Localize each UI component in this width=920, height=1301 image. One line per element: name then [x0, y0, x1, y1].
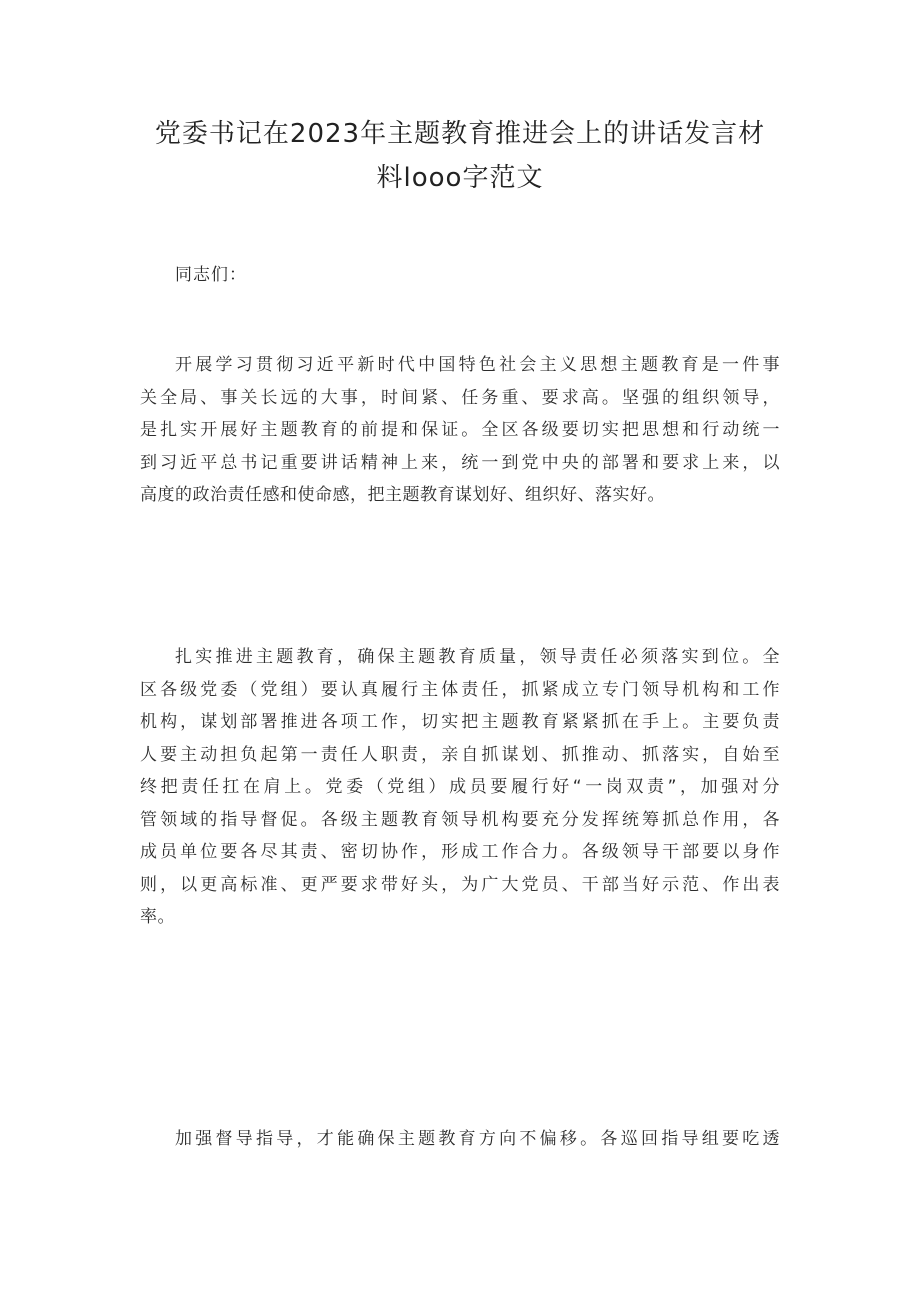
paragraph-line: 则，以更高标准、更严要求带好头，为广大党员、干部当好示范、作出表 — [140, 874, 780, 895]
document-title — [140, 112, 780, 200]
paragraph-3 — [140, 1123, 780, 1156]
paragraph-line: 终把责任扛在肩上。党委（党组）成员要履行好“一岗双责”，加强对分 — [140, 777, 780, 797]
paragraph-line: 成员单位要各尽其责、密切协作，形成工作合力。各级领导干部要以身作 — [140, 842, 780, 862]
paragraph-line: 高度的政治责任感和使命感，把主题教育谋划好、组织好、落实好。 — [140, 485, 665, 505]
paragraph-line: 到习近平总书记重要讲话精神上来，统一到党中央的部署和要求上来，以 — [140, 452, 780, 473]
salutation: 同志们： — [175, 265, 247, 285]
paragraph-line: 扎实推进主题教育，确保主题教育质量，领导责任必须落实到位。全 — [175, 647, 780, 667]
paragraph-line: 管领域的指导督促。各级主题教育领导机构要充分发挥统筹抓总作用，各 — [140, 809, 780, 830]
paragraph-line: 率。 — [140, 907, 175, 927]
paragraph-line: 关全局、事关长远的大事，时间紧、任务重、要求高。坚强的组织领导， — [140, 387, 780, 408]
paragraph-line: 人要主动担负起第一责任人职责，亲自抓谋划、抓推动、抓落实，自始至 — [140, 744, 780, 765]
paragraph-line: 区各级党委（党组）要认真履行主体责任，抓紧成立专门领导机构和工作 — [140, 679, 780, 700]
paragraph-line: 是扎实开展好主题教育的前提和保证。全区各级要切实把思想和行动统一 — [140, 420, 780, 440]
paragraph-line: 加强督导指导，才能确保主题教育方向不偏移。各巡回指导组要吃透 — [175, 1129, 780, 1149]
paragraph-line: 开展学习贯彻习近平新时代中国特色社会主义思想主题教育是一件事 — [175, 355, 780, 375]
paragraph-line: 机构，谋划部署推进各项工作，切实把主题教育紧紧抓在手上。主要负责 — [140, 712, 780, 732]
document-title-line-1: 党委书记在2023年主题教育推进会上的讲话发言材 — [154, 119, 766, 149]
document-title-line-2: 料looo字范文 — [376, 163, 544, 193]
paragraph-1 — [140, 349, 780, 512]
paragraph-2 — [140, 641, 780, 934]
